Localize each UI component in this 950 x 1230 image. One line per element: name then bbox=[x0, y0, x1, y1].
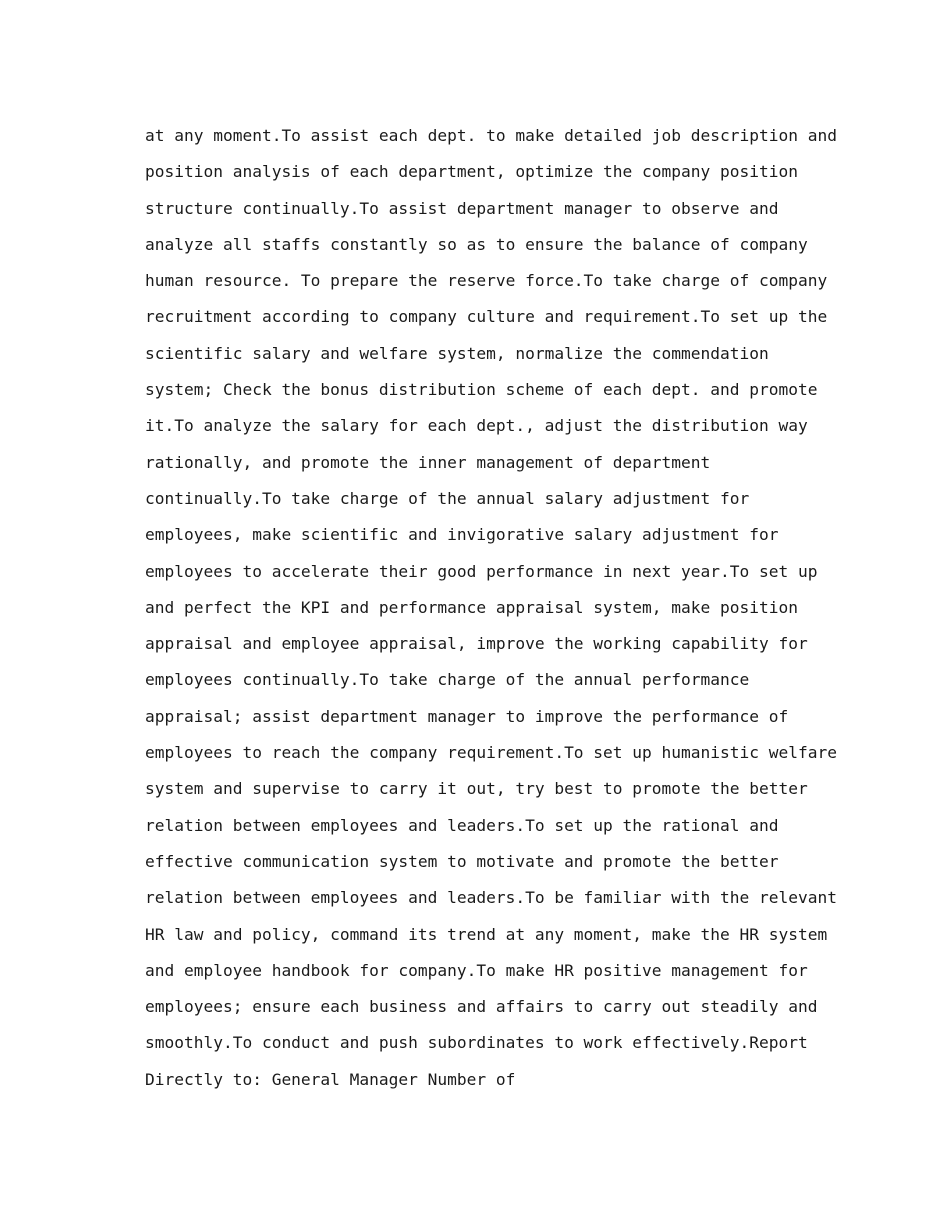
text-line: employees to accelerate their good performance in next year.To set up bbox=[145, 561, 818, 581]
text-line: appraisal and employee appraisal, improve the working capability for bbox=[145, 634, 808, 654]
text-line: and employee handbook for company.To make HR positive management for bbox=[145, 960, 808, 980]
text-line: system; Check the bonus distribution scheme of each dept. and promote bbox=[145, 380, 818, 400]
text-line: Directly to: General Manager Number of bbox=[145, 1069, 516, 1089]
text-line: employees, make scientific and invigorative salary adjustment for bbox=[145, 525, 779, 545]
text-line: position analysis of each department, optimize the company position bbox=[145, 162, 798, 182]
text-line: continually.To take charge of the annual salary adjustment for bbox=[145, 488, 750, 508]
text-line: relation between employees and leaders.To be familiar with the relevant bbox=[145, 888, 837, 908]
text-line: employees to reach the company requirement.To set up humanistic welfare bbox=[145, 743, 837, 763]
text-line: effective communication system to motivate and promote the better bbox=[145, 851, 779, 871]
text-line: system and supervise to carry it out, try best to promote the better bbox=[145, 779, 808, 799]
text-line: appraisal; assist department manager to improve the performance of bbox=[145, 706, 789, 726]
text-line: HR law and policy, command its trend at any moment, make the HR system bbox=[145, 924, 828, 944]
text-line: smoothly.To conduct and push subordinates to work effectively.Report bbox=[145, 1033, 808, 1053]
text-line: at any moment.To assist each dept. to make detailed job description and bbox=[145, 126, 837, 145]
text-line: scientific salary and welfare system, normalize the commendation bbox=[145, 343, 769, 363]
text-line: it.To analyze the salary for each dept., adjust the distribution way bbox=[145, 416, 808, 436]
text-line: human resource. To prepare the reserve force.To take charge of company bbox=[145, 271, 828, 291]
text-line: recruitment according to company culture and requirement.To set up the bbox=[145, 307, 828, 327]
text-line: and perfect the KPI and performance appraisal system, make position bbox=[145, 597, 798, 617]
text-line: employees; ensure each business and affairs to carry out steadily and bbox=[145, 997, 818, 1017]
text-line: rationally, and promote the inner management of department bbox=[145, 452, 711, 472]
body-text bbox=[145, 118, 837, 1098]
text-line: analyze all staffs constantly so as to ensure the balance of company bbox=[145, 234, 808, 254]
text-line: employees continually.To take charge of the annual performance bbox=[145, 670, 750, 690]
text-line: structure continually.To assist department manager to observe and bbox=[145, 198, 779, 218]
text-line: relation between employees and leaders.To set up the rational and bbox=[145, 815, 779, 835]
